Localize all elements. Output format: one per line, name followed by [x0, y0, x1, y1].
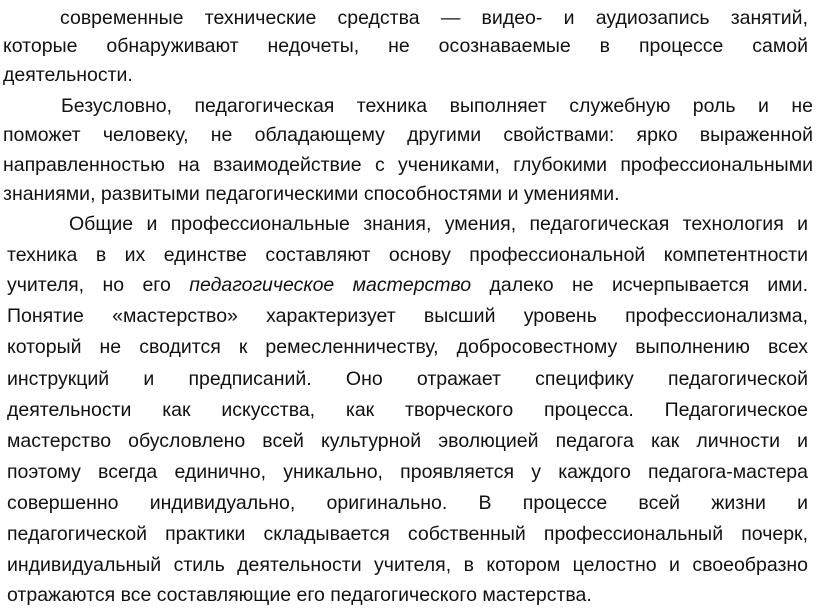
text-line: индивидуальный стиль деятельности учителя, в котором целостно и своеобразно — [7, 554, 808, 576]
text-line: совершенно индивидуально, оригинально. В процессе всей жизни и — [7, 492, 808, 514]
text-line: который не сводится к ремесленничеству, добросовестному выполнению всех — [7, 336, 808, 358]
text-line-mixed — [7, 270, 808, 300]
text-line: Общие и профессиональные знания, умения, педагогическая технология и — [69, 213, 808, 235]
text-line: современные технические средства — видео- и аудиозапись занятий, — [60, 7, 808, 29]
text-line: Понятие «мастерство» характеризует высший уровень профессионализма, — [7, 305, 808, 327]
text-line: Безусловно, педагогическая техника выполняет служебную роль и не — [61, 95, 813, 117]
text-line: техника в их единстве составляют основу профессиональной компетентности — [7, 244, 808, 266]
text-line: мастерство обусловлено всей культурной эволюцией педагога как личности и — [7, 430, 808, 452]
italic-term: педагогическое мастерство — [189, 274, 472, 296]
text-line: направленностью на взаимодействие с учениками, глубокими профессиональными — [3, 154, 813, 176]
text-line: инструкций и предписаний. Оно отражает специфику педагогической — [7, 368, 808, 390]
text-run: учителя, но его — [7, 274, 171, 296]
text-line: поэтому всегда единично, уникально, проявляется у каждого педагога-мастера — [7, 461, 808, 483]
text-line: поможет человеку, не обладающему другими свойствами: ярко выраженной — [3, 124, 813, 146]
text-line: деятельности. — [3, 64, 133, 86]
text-line: деятельности как искусства, как творческого процесса. Педагогическое — [7, 399, 808, 421]
text-line: знаниями, развитыми педагогическими способностями и умениями. — [3, 183, 620, 205]
text-line: которые обнаруживают недочеты, не осознаваемые в процессе самой — [3, 35, 808, 57]
text-line: отражаются все составляющие его педагогического мастерства. — [7, 584, 592, 606]
text-run: далеко не исчерпывается ими. — [489, 274, 808, 296]
text-line: педагогической практики складывается собственный профессиональный почерк, — [7, 523, 808, 545]
